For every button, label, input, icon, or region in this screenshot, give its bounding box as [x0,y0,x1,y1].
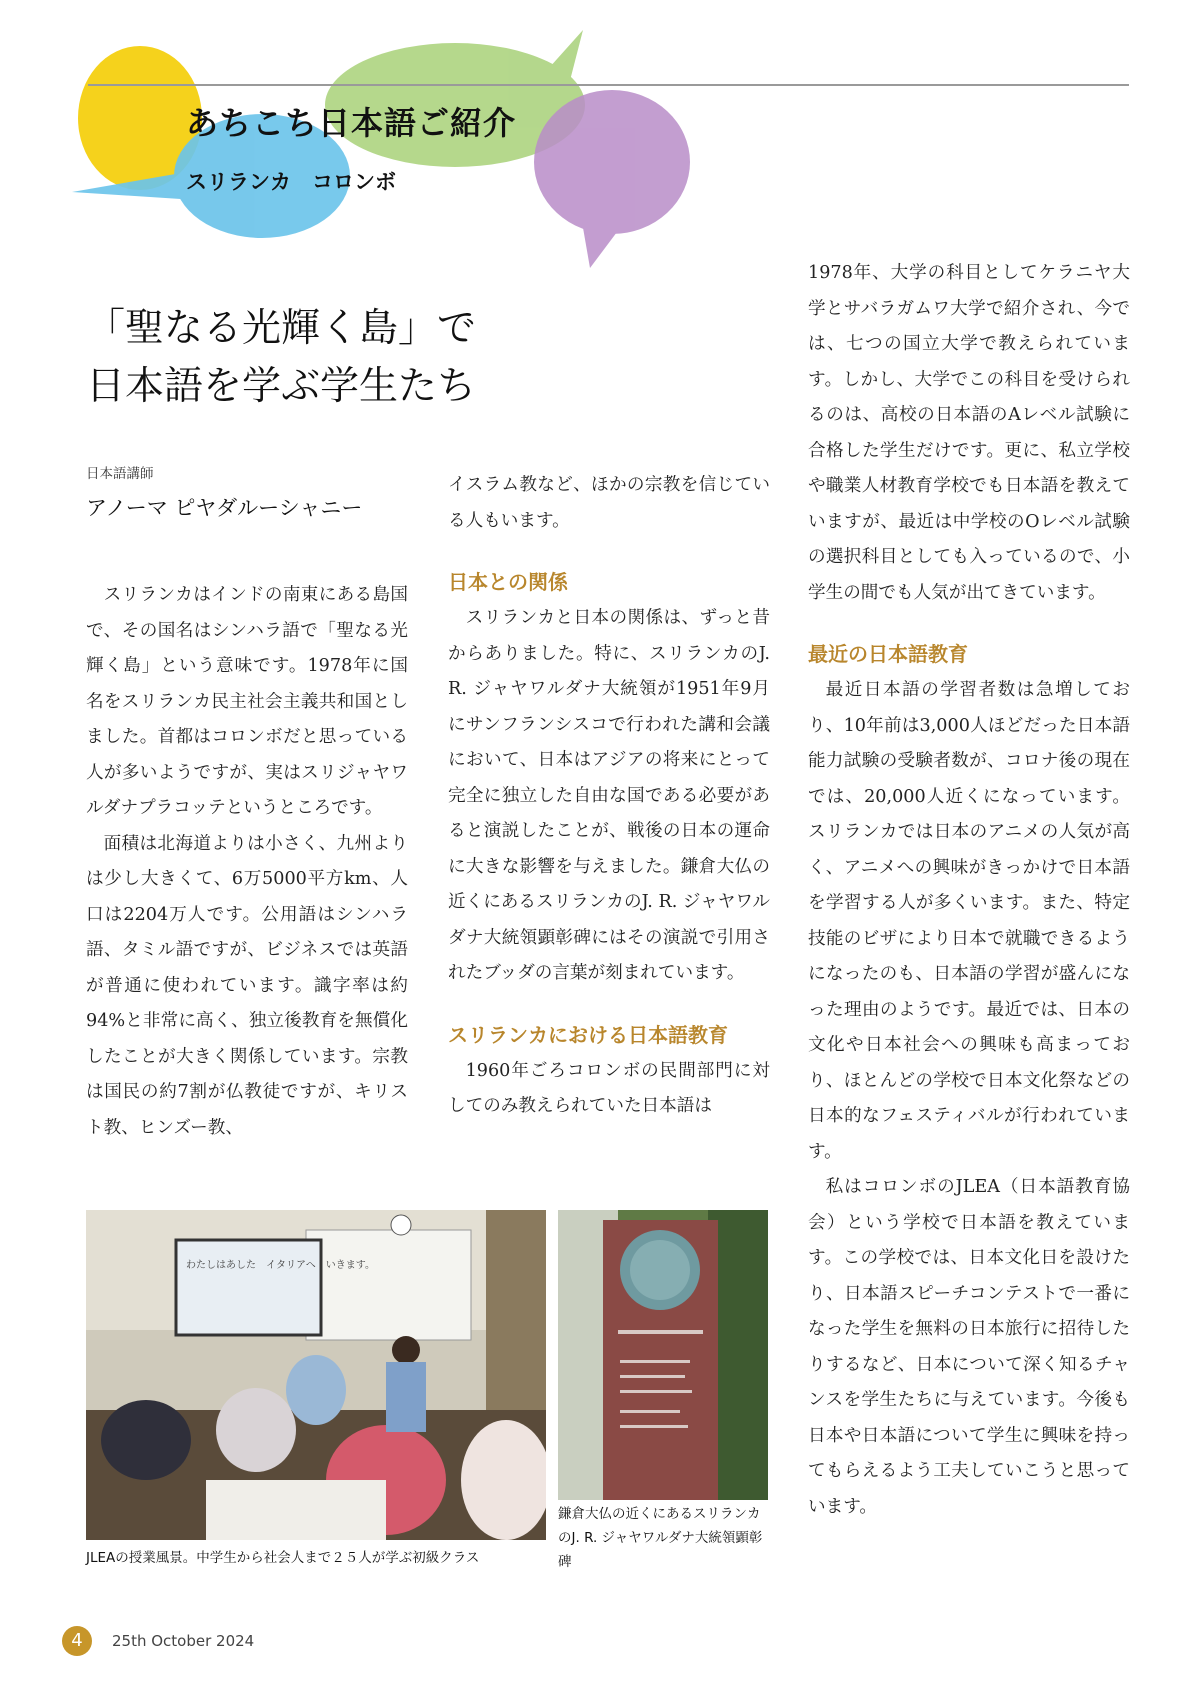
monument-photo [558,1210,768,1500]
author-role: 日本語講師 [86,466,154,482]
classroom-photo [86,1210,546,1540]
location-label: スリランカ コロンボ [186,170,396,194]
article-title-line-2: 日本語を学ぶ学生たち [86,364,477,409]
paragraph: 面積は北海道よりは小さく、九州よりは少し大きくて、6万5000平方km、人口は2204万人です。公用語はシンハラ語、タミル語ですが、ビジネスでは英語が普通に使われています。識字率は約94%と非常に高く、独立後教育を無償化したことが大きく関係しています。宗教は国民の約7割が仏教徒ですが、キリスト教、ヒンズー教、 [86,833,408,1138]
section-heading-japanese-education-srilanka: スリランカにおける日本語教育 [448,1022,728,1047]
paragraph: 最近日本語の学習者数は急増しており、10年前は3,000人ほどだった日本語能力試験の受験者数が、コロナ後の現在では、20,000人近くになっています。スリランカでは日本のアニメの人気が高く、アニメへの興味がきっかけで日本語を学習する人が多くいます。また、特定技能のビザにより日本で就職できるようになったのも、日本語の学習が盛んになった理由のようです。最近では、日本の文化や日本社会への興味も高まっており、ほとんどの学校で日本文化祭などの日本的なフェスティバルが行われています。 [808,680,1130,1162]
author-name: アノーマ ピヤダルーシャニー [86,496,363,520]
body-column-2 [448,468,770,1125]
series-title: あちこち日本語ご紹介 [186,104,517,142]
paragraph: 1960年ごろコロンボの民間部門に対してのみ教えられていた日本語は [448,1060,770,1116]
section-heading-recent-education: 最近の日本語教育 [808,642,968,666]
paragraph: イスラム教など、ほかの宗教を信じている人もいます。 [448,475,770,531]
body-column-3 [808,256,1130,1525]
paragraph: 私はコロンボのJLEA（日本語教育協会）という学校で日本語を教えています。この学校では、日本文化日を設けたり、日本語スピーチコンテストで一番になった学生を無料の日本旅行に招待したりするなど、日本について深く知るチャンスを学生たちに与えています。今後も日本や日本語について学生に興味を持ってもらえるよう工夫していこうと思っています。 [808,1177,1130,1517]
issue-date: 25th October 2024 [112,1632,255,1650]
article-title-line-1: 「聖なる光輝く島」で [86,306,477,351]
board-text: わたしはあした イタリアへ いきます。 [186,1260,375,1271]
monument-photo-caption: 鎌倉大仏の近くにあるスリランカのJ. R. ジャヤワルダナ大統領顕彰碑 [558,1506,763,1570]
paragraph: スリランカと日本の関係は、ずっと昔からありました。特に、スリランカのJ. R. ジャヤワルダナ大統領が1951年9月にサンフランシスコで行われた講和会議において、日本はアジアの将来にとって完全に独立した自由な国である必要があると演説したことが、戦後の日本の運命に大きな影響を与えました。鎌倉大仏の近くにあるスリランカのJ. R. ジャヤワルダナ大統領顕彰碑にはその演説で引用されたブッダの言葉が刻まれています。 [448,608,770,983]
page-number: 4 [62,1626,92,1656]
body-column-1 [86,578,408,1146]
section-heading-japan-relations: 日本との関係 [448,570,568,594]
paragraph: スリランカはインドの南東にある島国で、その国名はシンハラ語で「聖なる光輝く島」という意味です。1978年に国名をスリランカ民主社会主義共和国としました。首都はコロンボだと思っている人が多いようですが、実はスリジャヤワルダナプラコッテというところです。 [86,585,408,818]
paragraph: 1978年、大学の科目としてケラニヤ大学とサバラガムワ大学で紹介され、今では、七つの国立大学で教えられています。しかし、大学でこの科目を受けられるのは、高校の日本語のAレベル試験に合格した学生だけです。更に、私立学校や職業人材教育学校でも日本語を教えていますが、最近は中学校のOレベル試験の選択科目としても入っているので、小学生の間でも人気が出てきています。 [808,263,1130,603]
classroom-photo-caption: JLEAの授業風景。中学生から社会人まで２５人が学ぶ初級クラス [86,1550,480,1566]
purple-bubble [534,90,690,268]
article-title [86,300,536,416]
header-rule [88,84,1129,86]
